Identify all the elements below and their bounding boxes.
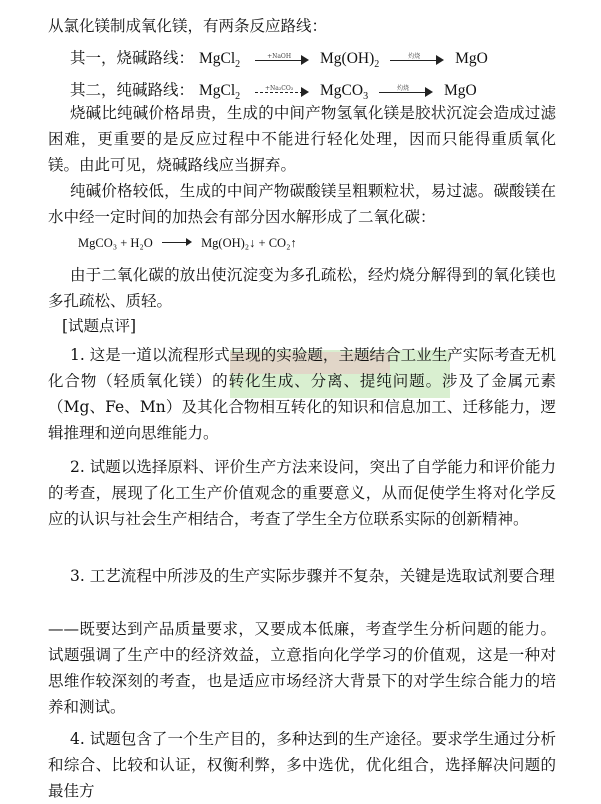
route2-intermediate: MgCO$_3$ bbox=[320, 82, 369, 103]
paragraph-caustic: 烧碱比纯碱价格昂贵，生成的中间产物氢氧化镁是胶状沉淀会造成过滤困难，更重要的是反应过程中不能进行轻化处理，因而只能得重质氧化镁。由此可见，烧碱路线应当摒弃。 bbox=[48, 104, 556, 174]
route1-label: 其一，烧碱路线： bbox=[70, 49, 195, 67]
equation-right: Mg(OH)₂↓ + CO₂↑ bbox=[201, 236, 297, 250]
route2-product: MgO bbox=[443, 82, 477, 99]
review-item-4: 4. 试题包含了一个生产目的，多种达到的生产途径。要求学生通过分析和综合、比较和认证，权衡利弊，多中选优，优化组合，选择解决问题的最佳方 bbox=[48, 730, 556, 800]
route1-product: MgO bbox=[455, 50, 488, 67]
intro-text: 从氯化镁制成氧化镁，有两条反应路线： bbox=[48, 17, 328, 35]
route2-reactant: MgCl$_2$ bbox=[198, 82, 241, 103]
review-item-2: 2. 试题以选择原料、评价生产方法来设问，突出了自学能力和评价能力的考查，展现了化工生产价值观念的重要意义，从而促使学生将对化学反应的认识与社会生产相结合，考查了学生全方位联系实际的创新精神。 bbox=[48, 458, 556, 528]
route1-reactant: MgCl$_2$ bbox=[198, 50, 241, 71]
route1-line bbox=[70, 48, 488, 75]
review-item-3-cont: ——既要达到产品质量要求，又要成本低廉，考查学生分析问题的能力。试题强调了生产中的经济效益，立意指向化学学习的价值观，这是一种对思维作较深刻的考查，也是适应市场经济大背景下的对学生综合能力的培养和测试。 bbox=[48, 620, 556, 716]
route1-arrow2: 灼烧 bbox=[390, 49, 444, 69]
route2-arrow1: +Na₂CO₃ bbox=[255, 81, 309, 101]
route1-intermediate: $Mg(OH)_2$ bbox=[320, 50, 380, 71]
route1-arrow1: +NaOH bbox=[255, 49, 309, 69]
review-heading: [试题点评] bbox=[62, 317, 137, 335]
equation-arrow bbox=[162, 237, 192, 247]
paragraph-soda: 纯碱价格较低，生成的中间产物碳酸镁呈粗颗粒状，易过滤。碳酸镁在水中经一定时间的加热会有部分因水解形成了二氧化碳： bbox=[48, 182, 556, 226]
review-item-3-line1: 3. 工艺流程中所涉及的生产实际步骤并不复杂，关键是选取试剂要合理 bbox=[70, 567, 555, 585]
route2-arrow2: 灼烧 bbox=[379, 81, 433, 101]
equation-left: MgCO₃ + H₂O bbox=[78, 236, 153, 250]
paragraph-porous: 由于二氧化碳的放出使沉淀变为多孔疏松，经灼烧分解得到的氧化镁也多孔疏松、质轻。 bbox=[48, 266, 556, 310]
review-item-1: 1. 这是一道以流程形式呈现的实验题，主题结合工业生产实际考查无机化合物（轻质氧化镁）的转化生成、分离、提纯问题。涉及了金属元素（Mg、Fe、Mn）及其化合物相互转化的知识和信息加工、迁移能力，逻辑推理和逆向思维能力。 bbox=[48, 346, 556, 442]
route2-label: 其二，纯碱路线： bbox=[70, 81, 195, 99]
hydrolysis-equation bbox=[78, 236, 297, 251]
